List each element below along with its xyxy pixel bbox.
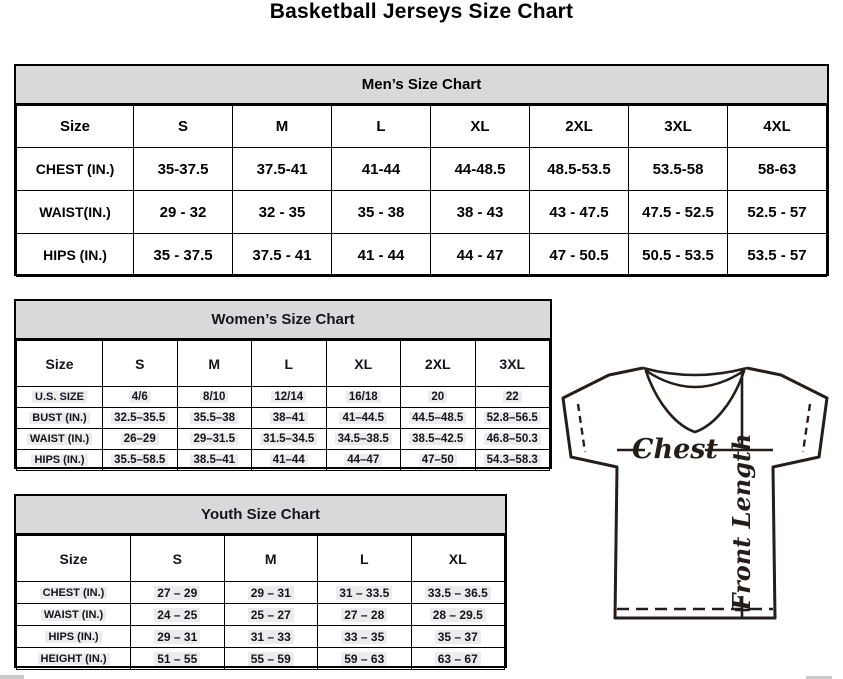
size-value: 12/14 (252, 387, 327, 408)
size-value: 41-44 (332, 148, 431, 191)
corner-header: Size (17, 536, 131, 582)
column-header: 2XL (530, 106, 629, 148)
size-value: 48.5-53.5 (530, 148, 629, 191)
measurement-row (17, 648, 505, 670)
size-value: 35.5–38 (177, 408, 252, 429)
left-cuff-dashed-line (578, 404, 585, 452)
size-value: 58-63 (728, 148, 827, 191)
size-value: 53.5-58 (629, 148, 728, 191)
size-value: 20 (401, 387, 476, 408)
column-header: M (224, 536, 318, 582)
size-value: 44 - 47 (431, 234, 530, 277)
size-value: 55 – 59 (224, 648, 318, 670)
column-header: 3XL (475, 341, 550, 387)
measurement-row (17, 408, 550, 429)
row-label: WAIST (IN.) (17, 604, 131, 626)
column-header: XL (326, 341, 401, 387)
size-value: 54.3–58.3 (475, 450, 550, 471)
size-value: 35.5–58.5 (103, 450, 178, 471)
youth-chart-title: Youth Size Chart (16, 496, 505, 535)
size-value: 37.5 - 41 (233, 234, 332, 277)
column-header: XL (411, 536, 505, 582)
size-value: 38.5–41 (177, 450, 252, 471)
size-header-row (17, 341, 550, 387)
size-value: 22 (475, 387, 550, 408)
size-value: 51 – 55 (131, 648, 225, 670)
size-value: 38–41 (252, 408, 327, 429)
row-label: WAIST(IN.) (17, 191, 134, 234)
size-value: 26–29 (103, 429, 178, 450)
row-label: HEIGHT (IN.) (17, 648, 131, 670)
size-value: 47.5 - 52.5 (629, 191, 728, 234)
mens-chart-title: Men’s Size Chart (16, 66, 827, 105)
size-header-row (17, 536, 505, 582)
size-value: 38 - 43 (431, 191, 530, 234)
size-value: 47 - 50.5 (530, 234, 629, 277)
row-label: CHEST (IN.) (17, 582, 131, 604)
measurement-row (17, 582, 505, 604)
corner-header: Size (17, 341, 103, 387)
size-value: 52.8–56.5 (475, 408, 550, 429)
measurement-row (17, 604, 505, 626)
row-label: BUST (IN.) (17, 408, 103, 429)
size-value: 43 - 47.5 (530, 191, 629, 234)
size-value: 35-37.5 (134, 148, 233, 191)
size-value: 46.8–50.3 (475, 429, 550, 450)
scrollbar-fragment-left (0, 675, 24, 679)
mens-size-chart-table (14, 64, 829, 276)
column-header: S (134, 106, 233, 148)
size-value: 29 – 31 (131, 626, 225, 648)
size-value: 41–44 (252, 450, 327, 471)
size-value: 8/10 (177, 387, 252, 408)
column-header: 2XL (401, 341, 476, 387)
right-cuff-dashed-line (803, 404, 810, 452)
measurement-row (17, 626, 505, 648)
size-value: 59 – 63 (318, 648, 412, 670)
size-value: 24 – 25 (131, 604, 225, 626)
row-label: U.S. SIZE (17, 387, 103, 408)
row-label: HIPS (IN.) (17, 450, 103, 471)
youth-table (16, 535, 505, 670)
collar-top-curve (643, 368, 747, 375)
size-value: 31 – 33.5 (318, 582, 412, 604)
size-value: 29 – 31 (224, 582, 318, 604)
row-label: WAIST (IN.) (17, 429, 103, 450)
size-value: 35 – 37 (411, 626, 505, 648)
size-value: 41 - 44 (332, 234, 431, 277)
size-value: 27 – 28 (318, 604, 412, 626)
size-value: 27 – 29 (131, 582, 225, 604)
size-value: 44–47 (326, 450, 401, 471)
womens-table (16, 340, 550, 471)
column-header: L (332, 106, 431, 148)
measurement-row (17, 450, 550, 471)
size-value: 35 - 37.5 (134, 234, 233, 277)
corner-header: Size (17, 106, 134, 148)
youth-size-chart-table (14, 494, 507, 668)
size-value: 63 – 67 (411, 648, 505, 670)
row-label: HIPS (IN.) (17, 234, 134, 277)
measurement-row (17, 429, 550, 450)
measurement-row (17, 148, 827, 191)
size-value: 31.5–34.5 (252, 429, 327, 450)
size-value: 52.5 - 57 (728, 191, 827, 234)
front-length-label: Front Length (727, 433, 756, 611)
jersey-measurement-diagram (555, 360, 833, 628)
womens-chart-title: Women’s Size Chart (16, 301, 550, 340)
column-header: S (103, 341, 178, 387)
chest-label: Chest (632, 434, 718, 465)
size-value: 34.5–38.5 (326, 429, 401, 450)
size-value: 41–44.5 (326, 408, 401, 429)
size-value: 35 - 38 (332, 191, 431, 234)
size-value: 37.5-41 (233, 148, 332, 191)
column-header: M (233, 106, 332, 148)
row-label: CHEST (IN.) (17, 148, 134, 191)
column-header: L (252, 341, 327, 387)
column-header: S (131, 536, 225, 582)
column-header: 3XL (629, 106, 728, 148)
page-title: Basketball Jerseys Size Chart (269, 0, 574, 23)
mens-table (16, 105, 827, 277)
row-label: HIPS (IN.) (17, 626, 131, 648)
size-value: 29 - 32 (134, 191, 233, 234)
size-value: 38.5–42.5 (401, 429, 476, 450)
size-value: 33.5 – 36.5 (411, 582, 505, 604)
size-value: 33 – 35 (318, 626, 412, 648)
size-value: 4/6 (103, 387, 178, 408)
size-value: 44-48.5 (431, 148, 530, 191)
measurement-row (17, 234, 827, 277)
column-header: L (318, 536, 412, 582)
size-value: 28 – 29.5 (411, 604, 505, 626)
size-value: 32 - 35 (233, 191, 332, 234)
column-header: M (177, 341, 252, 387)
column-header: 4XL (728, 106, 827, 148)
jersey-outline (563, 368, 827, 618)
size-value: 44.5–48.5 (401, 408, 476, 429)
womens-size-chart-table (14, 299, 552, 469)
size-value: 29–31.5 (177, 429, 252, 450)
size-value: 50.5 - 53.5 (629, 234, 728, 277)
size-value: 16/18 (326, 387, 401, 408)
measurement-row (17, 191, 827, 234)
size-value: 47–50 (401, 450, 476, 471)
size-value: 32.5–35.5 (103, 408, 178, 429)
measurement-row (17, 387, 550, 408)
size-value: 31 – 33 (224, 626, 318, 648)
column-header: XL (431, 106, 530, 148)
size-header-row (17, 106, 827, 148)
size-value: 53.5 - 57 (728, 234, 827, 277)
size-value: 25 – 27 (224, 604, 318, 626)
